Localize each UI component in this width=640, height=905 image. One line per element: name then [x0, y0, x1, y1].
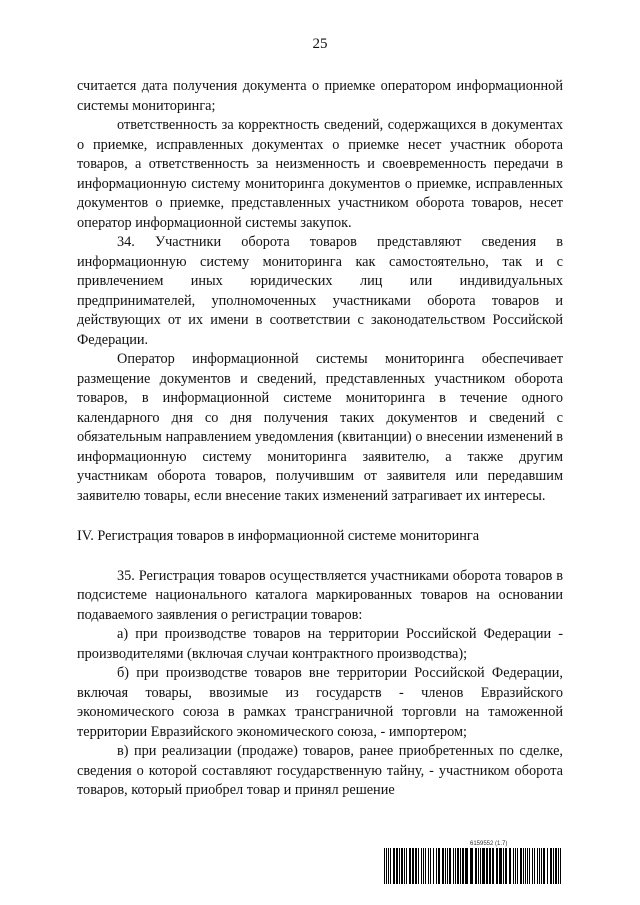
- barcode-bar: [541, 848, 542, 884]
- barcode-bar: [515, 848, 516, 884]
- barcode-bar: [492, 848, 494, 884]
- barcode-bar: [520, 848, 522, 884]
- barcode-bar: [537, 848, 538, 884]
- section-heading: IV. Регистрация товаров в информационной системе мониторинга: [77, 528, 480, 544]
- barcode-bar: [423, 848, 424, 884]
- barcode-bar: [553, 848, 554, 884]
- paragraph-receipt-date: считается дата получения документа о приемке оператором информационной системы мониторинга;: [77, 78, 563, 114]
- barcode-bar: [438, 848, 440, 884]
- document-barcode: [384, 840, 564, 884]
- barcode-bar: [409, 848, 411, 884]
- barcode-bar: [509, 848, 511, 884]
- barcode-bar: [525, 848, 526, 884]
- barcode-bar: [393, 848, 395, 884]
- barcode-bar: [415, 848, 417, 884]
- barcode-bar: [523, 848, 524, 884]
- barcode-bar: [478, 848, 479, 884]
- barcode-bar: [442, 848, 444, 884]
- barcode-icon: [384, 848, 564, 884]
- barcode-bar: [543, 848, 545, 884]
- barcode-code: 6159552 (1.7): [470, 841, 508, 847]
- barcode-bar: [460, 848, 461, 884]
- barcode-bar: [390, 848, 391, 884]
- barcode-bar: [447, 848, 448, 884]
- barcode-bar: [534, 848, 535, 884]
- paragraph-35-b: б) при производстве товаров вне территории Российской Федерации, включая товары, ввозимые из государств - членов Евразийского экономического союза в рамках трансграничной торговли на таможенной территории Евразийского экономического союза, - импортером;: [77, 665, 563, 740]
- barcode-bar: [449, 848, 451, 884]
- barcode-bar: [384, 848, 385, 884]
- barcode-bar: [489, 848, 491, 884]
- paragraph-35-a: а) при производстве товаров на территории Российской Федерации - производителями (включая случаи контрактного производства);: [77, 626, 563, 662]
- barcode-bar: [547, 848, 548, 884]
- barcode-bar: [482, 848, 485, 884]
- barcode-bar: [457, 848, 459, 884]
- paragraph-35-v: в) при реализации (продаже) товаров, ранее приобретенных по сделке, сведения о которой составляют государственную тайну, - участником оборота товаров, который приобрел товар и принял решение: [77, 743, 563, 798]
- barcode-bar: [513, 848, 514, 884]
- page-number: 25: [312, 36, 328, 52]
- barcode-bar: [436, 848, 437, 884]
- barcode-bar: [455, 848, 456, 884]
- barcode-bar: [529, 848, 530, 884]
- barcode-bar: [421, 848, 422, 884]
- barcode-bar: [453, 848, 454, 884]
- barcode-bar: [445, 848, 446, 884]
- paragraph-34: 34. Участники оборота товаров представляют сведения в информационную систему мониторинга как самостоятельно, так и с привлечением иных юридических лиц или индивидуальных предпринимателей, уполномоченных участниками оборота товаров и действующих от их имени в соответствии с законодательством Российской Федерации.: [77, 234, 563, 348]
- barcode-bar: [428, 848, 429, 884]
- barcode-bar: [433, 848, 434, 884]
- paragraph-responsibility: ответственность за корректность сведений, содержащихся в документах о приемке, исправленных документах о приемке несет участник оборота товаров, а ответственность за неизменность и своевременность передачи в информационную систему мониторинга документов о приемке, исправленных документов о приемке, представленных участником оборота товаров, несет оператор информационной системы закупок.: [77, 117, 563, 231]
- barcode-bar: [496, 848, 498, 884]
- paragraph-operator-obligations: Оператор информационной системы мониторинга обеспечивает размещение документов и сведений, представленных участником оборота товаров, в информационной системе мониторинга в течение одного календарного дня со дня получения таких документов и сведений с обязательным направлением уведомления (квитанции) о внесении изменений в информационную систему мониторинга заявителю, а также другим участникам оборота товаров, получившим от заявителя или передавшим заявителю товары, если внесение таких изменений затрагивает их интересы.: [77, 351, 563, 504]
- barcode-bar: [430, 848, 431, 884]
- barcode-bar: [532, 848, 533, 884]
- barcode-bar: [486, 848, 488, 884]
- document-body: [77, 77, 563, 801]
- barcode-bar: [505, 848, 507, 884]
- paragraph-35: 35. Регистрация товаров осуществляется участниками оборота товаров в подсистеме национального каталога маркированных товаров на основании подаваемого заявления о регистрации товаров:: [77, 567, 563, 623]
- barcode-bar: [560, 848, 561, 884]
- barcode-bar: [527, 848, 528, 884]
- barcode-bar: [425, 848, 426, 884]
- barcode-bar: [475, 848, 477, 884]
- barcode-bar: [399, 848, 400, 884]
- barcode-bar: [517, 848, 518, 884]
- barcode-bar: [550, 848, 552, 884]
- barcode-bar: [465, 848, 468, 884]
- barcode-bar: [406, 848, 407, 884]
- barcode-bar: [558, 848, 559, 884]
- barcode-bar: [404, 848, 405, 884]
- barcode-bar: [388, 848, 389, 884]
- barcode-bar: [470, 848, 473, 884]
- barcode-bar: [480, 848, 481, 884]
- barcode-bar: [401, 848, 403, 884]
- barcode-bar: [412, 848, 414, 884]
- barcode-bar: [386, 848, 387, 884]
- barcode-bar: [539, 848, 540, 884]
- barcode-bar: [396, 848, 398, 884]
- barcode-bar: [462, 848, 464, 884]
- barcode-bar: [499, 848, 502, 884]
- barcode-bar: [418, 848, 419, 884]
- barcode-bar: [555, 848, 557, 884]
- barcode-bar: [503, 848, 504, 884]
